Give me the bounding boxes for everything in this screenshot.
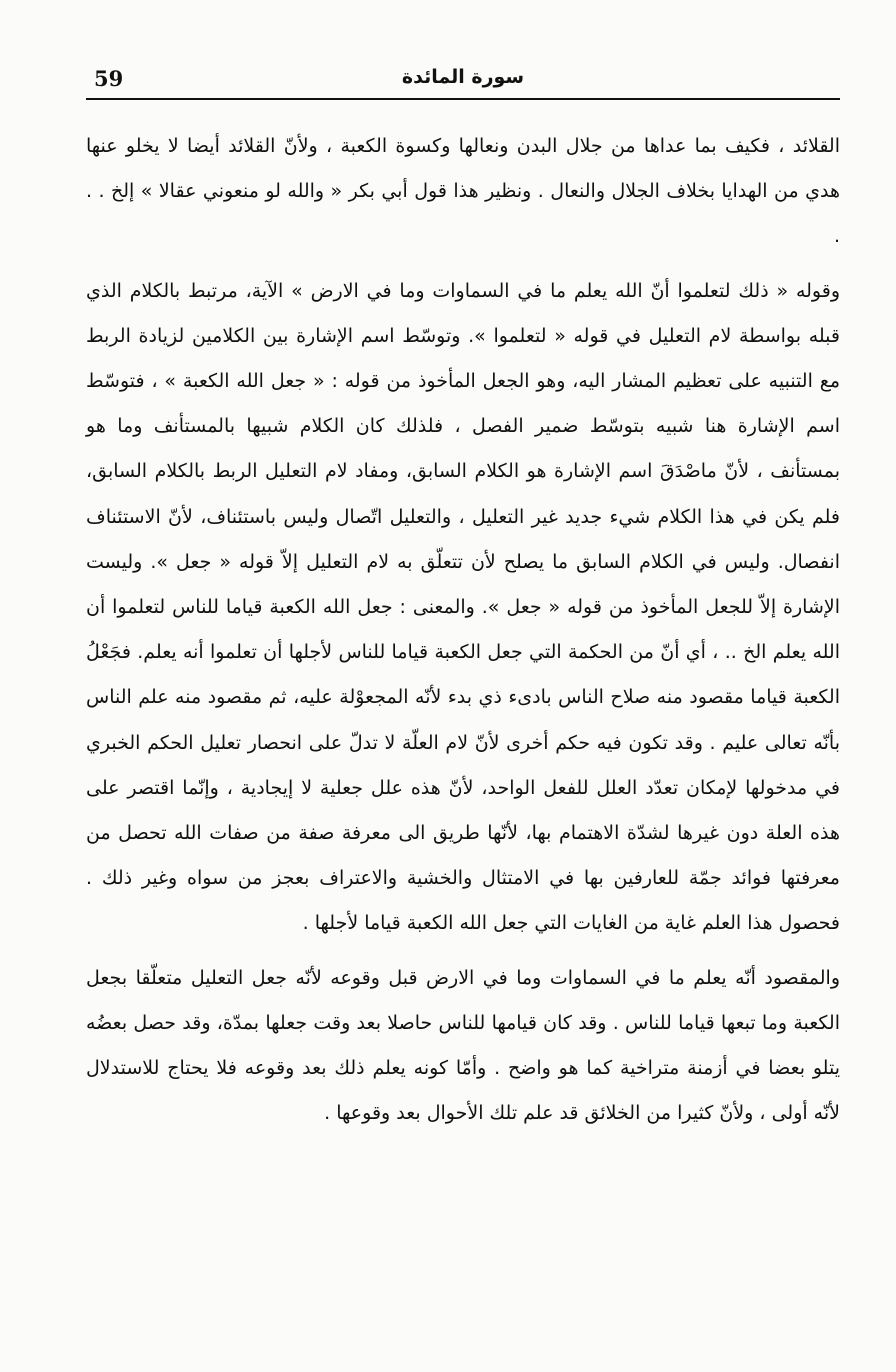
paragraph: القلائد ، فكيف بما عداها من جلال البدن ونعالها وكسوة الكعبة ، ولأنّ القلائد أيضا لا يخلو عنها هدي من الهدايا بخلاف الجلال والنعال . ونظير هذا قول أبي بكر « والله لو منعوني عقالا » إلخ . . . bbox=[86, 135, 840, 248]
body-text bbox=[86, 124, 840, 1136]
running-title: سورة المائدة bbox=[401, 66, 525, 88]
page-header bbox=[86, 62, 840, 100]
paragraph: والمقصود أنّه يعلم ما في السماوات وما في الارض قبل وقوعه لأنّه جعل التعليل متعلّقا بجعل الكعبة وما تبعها قياما للناس . وقد كان قيامها للناس حاصلا بعد وقت جعلها بمدّة، وقد حصل بعضُه يتلو بعضا في أزمنة متراخية كما هو واضح . وأمّا كونه يعلم ذلك بعد وقوعه فلا يحتاج للاستدلال لأنّه أولى ، ولأنّ كثيرا من الخلائق قد علم تلك الأحوال بعد وقوعها . bbox=[86, 966, 840, 1125]
paragraph: وقوله « ذلك لتعلموا أنّ الله يعلم ما في السماوات وما في الارض » الآية، مرتبط بالكلام الذي قبله بواسطة لام التعليل في قوله « لتعلموا ». وتوسّط اسم الإشارة بين الكلامين لزيادة الربط مع التنبيه على تعظيم المشار اليه، وهو الجعل المأخوذ من قوله : « جعل الله الكعبة » ، فتوسّط اسم الإشارة هنا شبيه بتوسّط ضمير الفصل ، فلذلك كان الكلام شبيها بالمستأنف وما هو بمستأنف ، لأنّ ماصْدَقَ اسم الإشارة هو الكلام السابق، ومفاد لام التعليل الربط بالكلام السابق، فلم يكن في هذا الكلام شيء جديد غير التعليل ، والتعليل اتّصال وليس باستئناف، لأنّ الاستئناف انفصال. وليس في الكلام السابق ما يصلح لأن تتعلّق به لام التعليل إلاّ قوله « جعل ». وليست الإشارة إلاّ للجعل المأخوذ من قوله « جعل ». والمعنى : جعل الله الكعبة قياما للناس لتعلموا أن الله يعلم الخ .. ، أي أنّ من الحكمة التي جعل الكعبة قياما للناس لأجلها أن تعلموا أنه يعلم. فجَعْلُ الكعبة قياما مقصود منه صلاح الناس بادىء ذي بدء لأنّه المجعوْلة عليه، ثم مقصود منه علم الناس بأنّه تعالى عليم . وقد تكون فيه حكم أخرى لأنّ لام العلّة لا تدلّ على انحصار تعليل الحكم الخبري في مدخولها لإمكان تعدّد العلل للفعل الواحد، لأنّ هذه علل جعلية لا إيجادية ، وإنّما اقتصر على هذه العلة دون غيرها لشدّة الاهتمام بها، لأنّها طريق الى معرفة صفة من صفات الله تحصل من معرفتها فوائد جمّة للعارفين بها في الامتثال والخشية والاعتراف بعجز من سواه وغير ذلك . فحصول هذا العلم غاية من الغايات التي جعل الله الكعبة قياما لأجلها . bbox=[86, 279, 840, 935]
page-number: 59 bbox=[94, 66, 124, 91]
